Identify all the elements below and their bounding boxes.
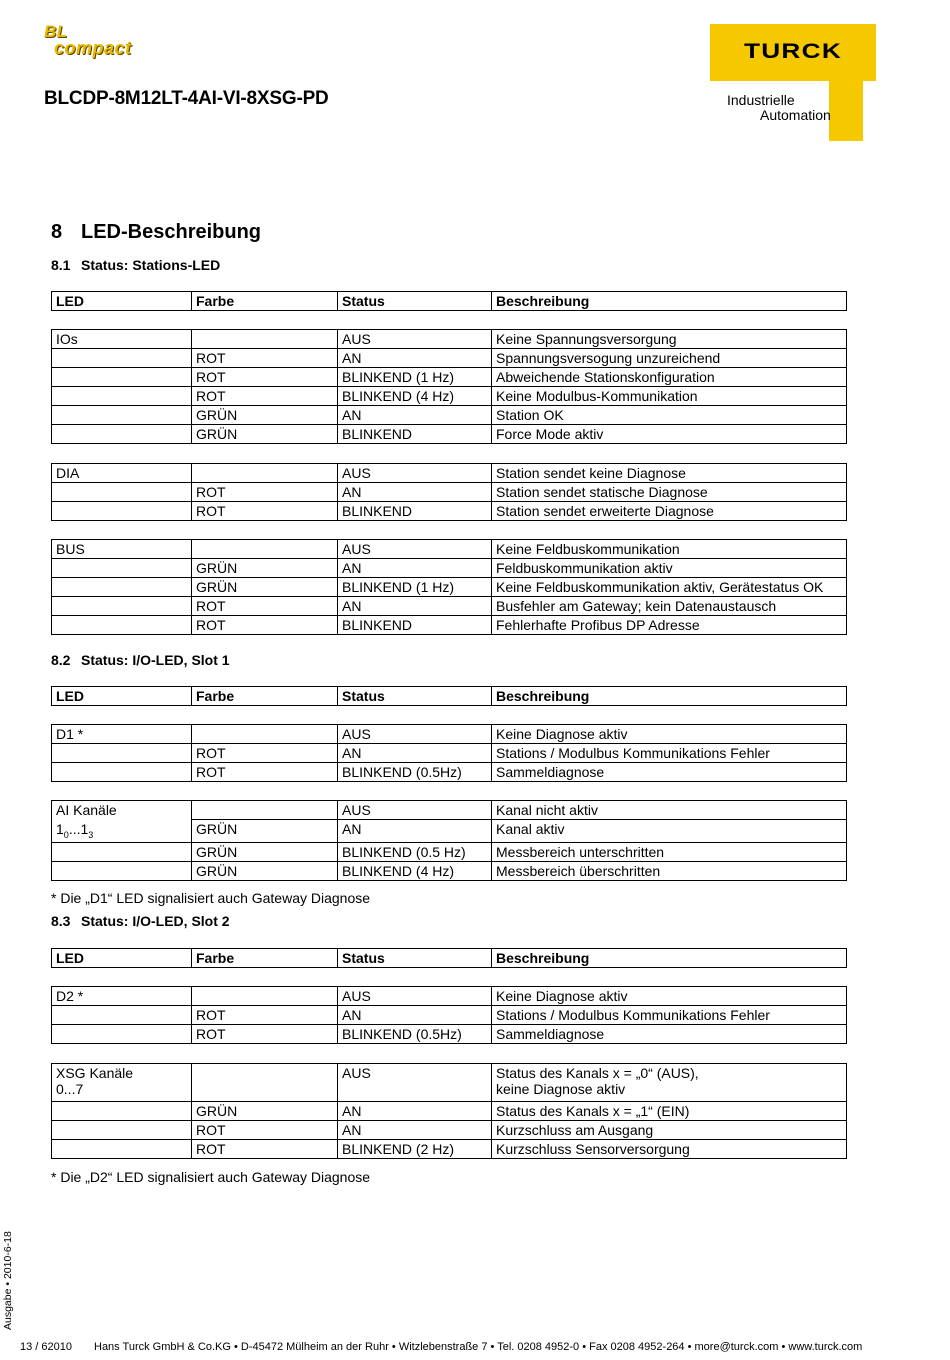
cell-led: DIA: [52, 464, 192, 483]
product-title: BLCDP-8M12LT-4AI-VI-8XSG-PD: [44, 88, 329, 109]
table-row: [52, 425, 847, 444]
subsection-8-1-heading: [51, 257, 220, 273]
subsection-title: Status: I/O-LED, Slot 2: [81, 913, 230, 929]
cell-farbe: GRÜN: [192, 559, 338, 578]
cell-status: AN: [338, 1102, 492, 1121]
cell-led: [52, 744, 192, 763]
table-dia: [51, 463, 847, 521]
cell-farbe: [192, 987, 338, 1006]
table-row: [52, 502, 847, 521]
cell-status: BLINKEND (1 Hz): [338, 368, 492, 387]
cell-status: AUS: [338, 330, 492, 349]
cell-desc: Messbereich unterschritten: [492, 843, 847, 862]
table-row: [52, 862, 847, 881]
table-row: [52, 368, 847, 387]
table-row: [52, 597, 847, 616]
cell-farbe: GRÜN: [192, 820, 338, 843]
cell-farbe: GRÜN: [192, 862, 338, 881]
cell-farbe: ROT: [192, 483, 338, 502]
cell-farbe: GRÜN: [192, 578, 338, 597]
cell-status: AN: [338, 559, 492, 578]
xsg-desc-line2: keine Diagnose aktiv: [496, 1081, 626, 1097]
cell-led: [52, 616, 192, 635]
cell-desc: Keine Spannungsversorgung: [492, 330, 847, 349]
col-status: Status: [338, 687, 492, 706]
cell-desc: Keine Diagnose aktiv: [492, 725, 847, 744]
xsg-led-label: XSG Kanäle: [56, 1065, 134, 1081]
table-header-8-3: [51, 948, 847, 968]
cell-farbe: ROT: [192, 616, 338, 635]
cell-status: AN: [338, 406, 492, 425]
table-row: [52, 1140, 847, 1159]
cell-led: [52, 349, 192, 368]
cell-led: [52, 1121, 192, 1140]
cell-status: AN: [338, 483, 492, 502]
brand-sub-1: Industrielle: [727, 92, 795, 108]
logo-line2: compact: [54, 38, 132, 58]
table-row: [52, 744, 847, 763]
table-header-8-1: [51, 291, 847, 311]
cell-farbe: [192, 801, 338, 820]
section-number: 8: [51, 221, 63, 243]
cell-farbe: ROT: [192, 1140, 338, 1159]
cell-farbe: [192, 725, 338, 744]
cell-farbe: GRÜN: [192, 425, 338, 444]
table-header-8-2: [51, 686, 847, 706]
cell-status: AN: [338, 1006, 492, 1025]
ai-range-mid: ...1: [68, 820, 89, 837]
cell-desc: Kanal aktiv: [492, 820, 847, 843]
col-beschreibung: Beschreibung: [492, 949, 847, 968]
section-title: LED-Beschreibung: [81, 221, 262, 243]
cell-desc: Keine Diagnose aktiv: [492, 987, 847, 1006]
cell-desc: Force Mode aktiv: [492, 425, 847, 444]
cell-status: AN: [338, 349, 492, 368]
table-row: [52, 820, 847, 843]
cell-farbe: ROT: [192, 597, 338, 616]
cell-status: AUS: [338, 987, 492, 1006]
cell-led: [52, 1102, 192, 1121]
table-row: [52, 387, 847, 406]
subsection-title: Status: Stations-LED: [81, 257, 221, 273]
table-row: [52, 406, 847, 425]
cell-desc: Keine Feldbuskommunikation: [492, 540, 847, 559]
cell-desc: Stations / Modulbus Kommunikations Fehler: [492, 744, 847, 763]
cell-led: [52, 1006, 192, 1025]
cell-farbe: ROT: [192, 1121, 338, 1140]
subsection-number: 8.1: [51, 257, 71, 273]
bl-compact-logo: [44, 24, 174, 58]
subsection-title: Status: I/O-LED, Slot 1: [81, 652, 230, 668]
cell-led: BUS: [52, 540, 192, 559]
cell-led: IOs: [52, 330, 192, 349]
cell-status: AN: [338, 744, 492, 763]
cell-desc: Abweichende Stationskonfiguration: [492, 368, 847, 387]
cell-led: [52, 425, 192, 444]
ai-range-end-sub: 3: [88, 829, 94, 840]
table-d1: [51, 724, 847, 782]
table-d2: [51, 986, 847, 1044]
cell-desc: Kanal nicht aktiv: [492, 801, 847, 820]
cell-status: AUS: [338, 801, 492, 820]
cell-farbe: [192, 540, 338, 559]
cell-desc: Sammeldiagnose: [492, 763, 847, 782]
table-ai: [51, 800, 847, 881]
cell-led: [52, 1064, 192, 1102]
cell-status: AUS: [338, 464, 492, 483]
table-row: [52, 1025, 847, 1044]
logo-line1: BL: [44, 22, 68, 41]
ausgabe-date: Ausgabe • 2010-6-18: [2, 1231, 14, 1330]
cell-led: [52, 843, 192, 862]
cell-status: BLINKEND (0.5Hz): [338, 1025, 492, 1044]
cell-status: AUS: [338, 725, 492, 744]
cell-status: BLINKEND (0.5 Hz): [338, 843, 492, 862]
col-status: Status: [338, 949, 492, 968]
cell-farbe: ROT: [192, 744, 338, 763]
table-ios: [51, 329, 847, 444]
col-farbe: Farbe: [192, 292, 338, 311]
cell-desc: Station sendet statische Diagnose: [492, 483, 847, 502]
table-row: [52, 1121, 847, 1140]
cell-desc: Spannungsversogung unzureichend: [492, 349, 847, 368]
cell-desc: Kurzschluss am Ausgang: [492, 1121, 847, 1140]
page-number: 13 / 62010: [20, 1341, 72, 1353]
cell-desc: [492, 1064, 847, 1102]
footnote-d2: * Die „D2“ LED signalisiert auch Gateway Diagnose: [51, 1169, 371, 1185]
cell-status: AN: [338, 1121, 492, 1140]
cell-status: BLINKEND (4 Hz): [338, 862, 492, 881]
cell-farbe: [192, 1064, 338, 1102]
cell-farbe: ROT: [192, 502, 338, 521]
col-led: LED: [52, 687, 192, 706]
cell-led: [52, 763, 192, 782]
table-xsg: [51, 1063, 847, 1159]
footnote-d1: * Die „D1“ LED signalisiert auch Gateway Diagnose: [51, 890, 371, 906]
table-row: [52, 1064, 847, 1102]
cell-status: BLINKEND (0.5Hz): [338, 763, 492, 782]
cell-status: AN: [338, 597, 492, 616]
table-row: [52, 540, 847, 559]
cell-farbe: ROT: [192, 387, 338, 406]
table-bus: [51, 539, 847, 635]
ai-range-start-sub: 0: [63, 829, 69, 840]
cell-status: BLINKEND: [338, 502, 492, 521]
cell-led: [52, 406, 192, 425]
cell-status: BLINKEND: [338, 616, 492, 635]
table-row: [52, 349, 847, 368]
cell-led: [52, 368, 192, 387]
cell-farbe: ROT: [192, 368, 338, 387]
col-status: Status: [338, 292, 492, 311]
cell-farbe: [192, 330, 338, 349]
cell-led: [52, 820, 192, 843]
xsg-desc-line1: Status des Kanals x = „0“ (AUS),: [496, 1065, 699, 1081]
table-row: [52, 1102, 847, 1121]
cell-led: D2 *: [52, 987, 192, 1006]
table-row: [52, 1006, 847, 1025]
cell-led: [52, 1140, 192, 1159]
table-row: [52, 330, 847, 349]
ai-range-start: 1: [56, 820, 64, 837]
cell-status: AN: [338, 820, 492, 843]
cell-farbe: [192, 464, 338, 483]
cell-desc: Status des Kanals x = „1“ (EIN): [492, 1102, 847, 1121]
cell-led: [52, 1025, 192, 1044]
cell-desc: Feldbuskommunikation aktiv: [492, 559, 847, 578]
col-farbe: Farbe: [192, 687, 338, 706]
cell-desc: Messbereich überschritten: [492, 862, 847, 881]
cell-desc: Station OK: [492, 406, 847, 425]
table-row: [52, 801, 847, 820]
col-led: LED: [52, 949, 192, 968]
cell-led: [52, 502, 192, 521]
cell-status: BLINKEND (1 Hz): [338, 578, 492, 597]
col-farbe: Farbe: [192, 949, 338, 968]
col-beschreibung: Beschreibung: [492, 687, 847, 706]
turck-logo-bar: [829, 81, 863, 141]
cell-led: [52, 483, 192, 502]
table-row: [52, 763, 847, 782]
cell-desc: Station sendet keine Diagnose: [492, 464, 847, 483]
col-beschreibung: Beschreibung: [492, 292, 847, 311]
cell-status: AUS: [338, 1064, 492, 1102]
table-row: [52, 987, 847, 1006]
cell-farbe: GRÜN: [192, 843, 338, 862]
xsg-led-range: 0...7: [56, 1081, 84, 1097]
table-row: [52, 559, 847, 578]
cell-desc: Busfehler am Gateway; kein Datenaustausch: [492, 597, 847, 616]
table-row: [52, 483, 847, 502]
subsection-number: 8.2: [51, 652, 71, 668]
cell-led: AI Kanäle: [52, 801, 192, 820]
cell-led: [52, 862, 192, 881]
subsection-8-3-heading: [51, 913, 230, 929]
cell-led: D1 *: [52, 725, 192, 744]
cell-desc: Kurzschluss Sensorversorgung: [492, 1140, 847, 1159]
cell-farbe: ROT: [192, 763, 338, 782]
cell-led: [52, 559, 192, 578]
cell-status: BLINKEND (2 Hz): [338, 1140, 492, 1159]
cell-desc: Fehlerhafte Profibus DP Adresse: [492, 616, 847, 635]
cell-led: [52, 387, 192, 406]
cell-farbe: GRÜN: [192, 1102, 338, 1121]
cell-farbe: ROT: [192, 1025, 338, 1044]
cell-desc: Keine Feldbuskommunikation aktiv, Gerätestatus OK: [492, 578, 847, 597]
cell-farbe: ROT: [192, 349, 338, 368]
table-row: [52, 725, 847, 744]
cell-farbe: ROT: [192, 1006, 338, 1025]
cell-led: [52, 578, 192, 597]
turck-brand: TURCK: [743, 40, 843, 63]
section-heading: [51, 221, 261, 244]
subsection-number: 8.3: [51, 913, 71, 929]
table-row: [52, 616, 847, 635]
cell-desc: Sammeldiagnose: [492, 1025, 847, 1044]
cell-desc: Stations / Modulbus Kommunikations Fehler: [492, 1006, 847, 1025]
brand-sub-2: Automation: [760, 107, 831, 123]
cell-desc: Station sendet erweiterte Diagnose: [492, 502, 847, 521]
col-led: LED: [52, 292, 192, 311]
subsection-8-2-heading: [51, 652, 230, 668]
table-row: [52, 843, 847, 862]
table-row: [52, 464, 847, 483]
cell-farbe: GRÜN: [192, 406, 338, 425]
table-row: [52, 578, 847, 597]
cell-status: BLINKEND: [338, 425, 492, 444]
cell-status: BLINKEND (4 Hz): [338, 387, 492, 406]
footer-company-info: Hans Turck GmbH & Co.KG • D-45472 Mülheim an der Ruhr • Witzlebenstraße 7 • Tel. 0208 4952-0 • Fax 0208 4952-264 • more@turck.com • www.turck.com: [94, 1341, 863, 1353]
cell-led: [52, 597, 192, 616]
cell-status: AUS: [338, 540, 492, 559]
cell-desc: Keine Modulbus-Kommunikation: [492, 387, 847, 406]
